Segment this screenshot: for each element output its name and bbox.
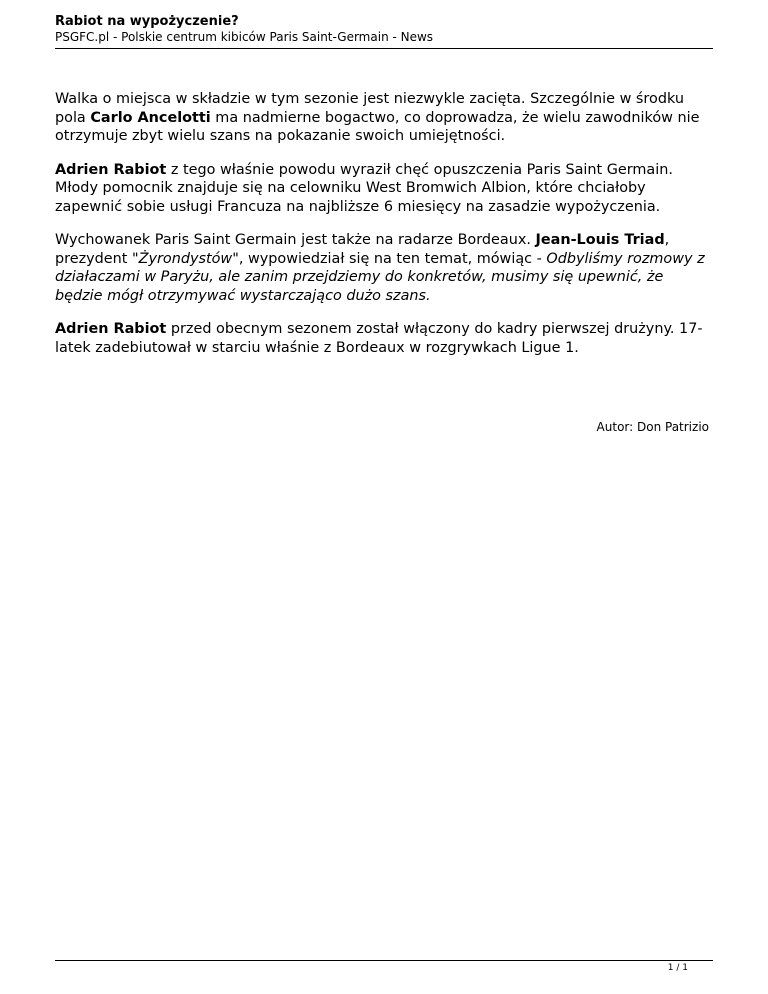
- text: przed obecnym sezonem został włączony do kadry pierwszej drużyny. 17-latek zadebiutował w starciu właśnie z Bordeaux w rozgrywkach Ligue 1.: [55, 321, 703, 356]
- page-number: 1 / 1: [667, 963, 688, 973]
- person-name: Adrien Rabiot: [55, 321, 167, 337]
- paragraph-3: [55, 231, 705, 305]
- article-title: Rabiot na wypożyczenie?: [55, 14, 239, 29]
- site-subtitle: PSGFC.pl - Polskie centrum kibiców Paris Saint-Germain - News: [55, 30, 434, 44]
- text: ", wypowiedział się na ten temat, mówiąc -: [232, 250, 547, 267]
- text: ma nadmierne bogactwo, co doprowadza, że wielu zawodników nie otrzymuje zbyt wielu szans na pokazanie swoich umiejętności.: [55, 109, 700, 144]
- club-nickname: Żyrondystów: [138, 250, 233, 267]
- article-body: [55, 90, 705, 372]
- quote: Odbyliśmy rozmowy z działaczami w Paryżu, ale zanim przejdziemy do konkretów, musimy się upewnić, że będzie mógł otrzymywać wystarczająco dużo szans.: [55, 250, 705, 304]
- person-name: Adrien Rabiot: [55, 161, 167, 178]
- text: , prezydent ": [55, 232, 670, 267]
- paragraph-2: [55, 161, 705, 217]
- paragraph-1: [55, 90, 705, 146]
- paragraph-4: [55, 320, 705, 357]
- text: Wychowanek Paris Saint Germain jest także na radarze Bordeaux.: [55, 232, 536, 248]
- text: z tego właśnie powodu wyraził chęć opuszczenia Paris Saint Germain. Młody pomocnik znajduje się na celowniku West Bromwich Albion, które chciałoby zapewnić sobie usługi Francuza na najbliższe 6 miesięcy na zasadzie wypożyczenia.: [55, 161, 673, 215]
- footer-divider: [55, 960, 713, 961]
- text: Walka o miejsca w składzie w tym sezonie jest niezwykle zacięta. Szczególnie w środku pola: [55, 91, 684, 126]
- person-name: Carlo Ancelotti: [90, 109, 211, 126]
- person-name: Jean-Louis Triad: [535, 232, 665, 248]
- page-header: [55, 14, 713, 49]
- author-line: Autor: Don Patrizio: [596, 420, 709, 434]
